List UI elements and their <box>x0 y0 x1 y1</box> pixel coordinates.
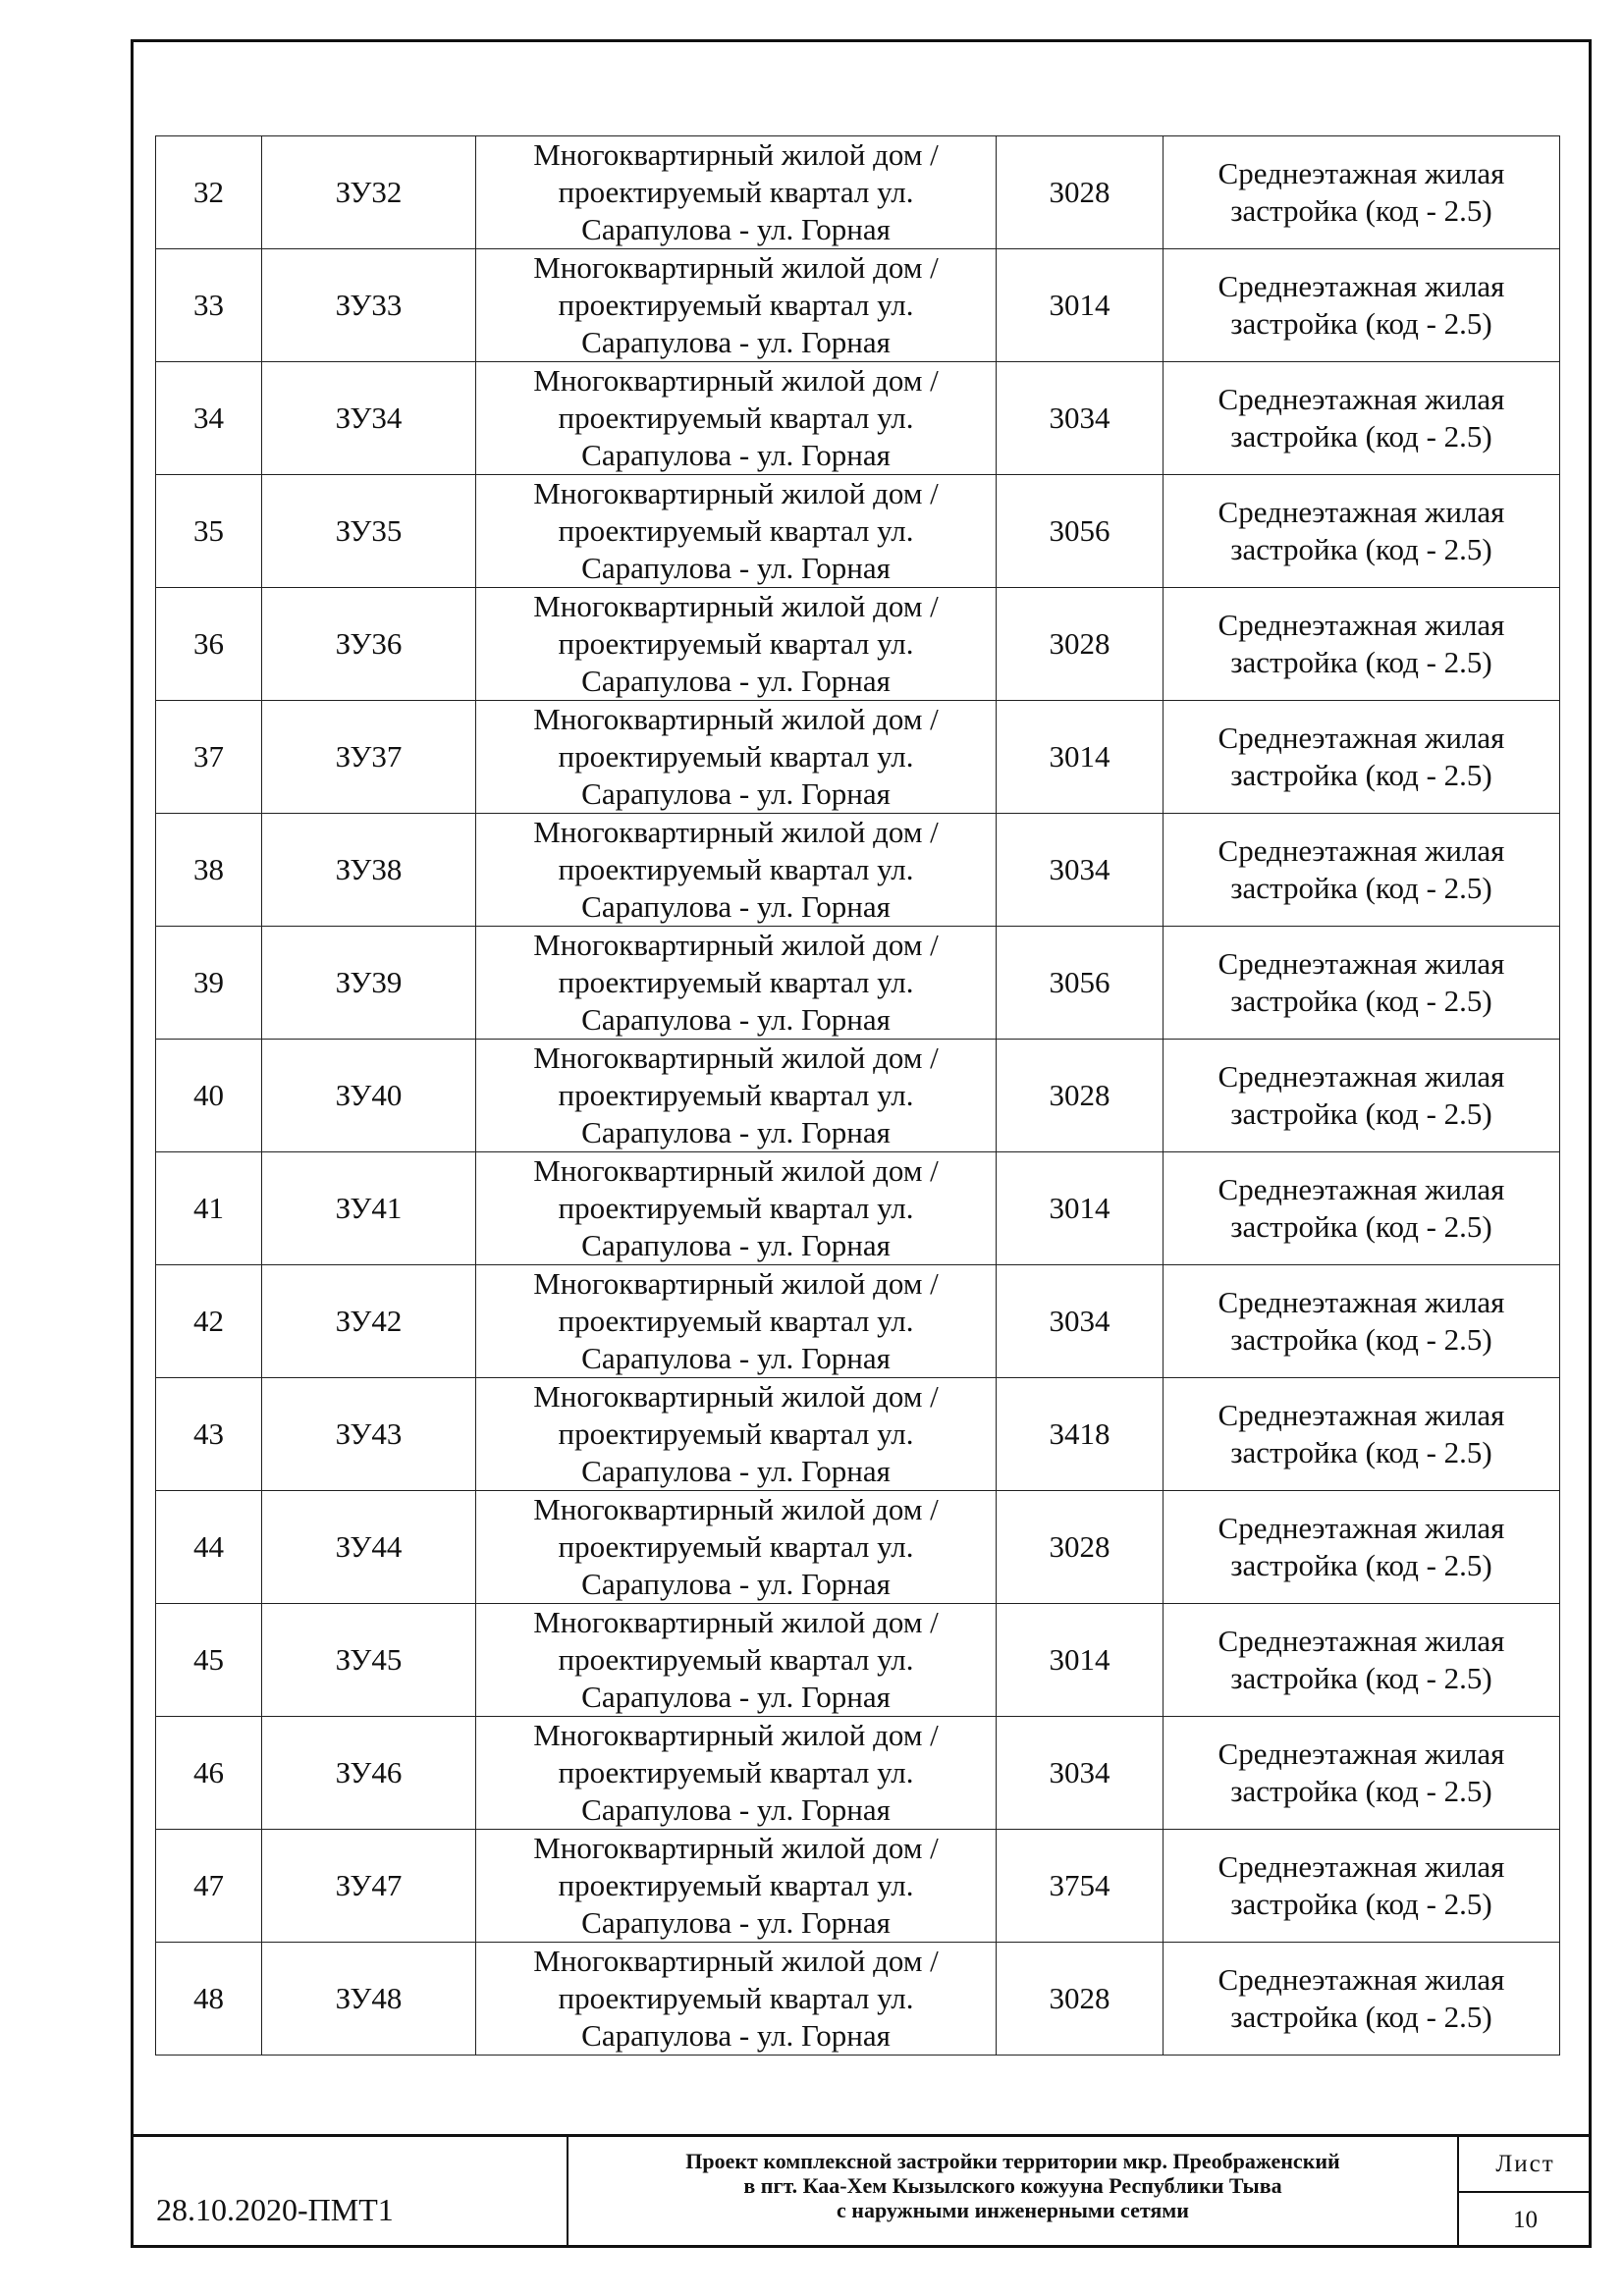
permitted-use-cell <box>1164 1830 1560 1943</box>
plot-description-line: Многоквартирный жилой дом / <box>533 137 939 172</box>
plot-description-line: проектируемый квартал ул. <box>558 1868 914 1902</box>
plot-description-line: Сарапулова - ул. Горная <box>581 1115 891 1149</box>
title-block <box>131 2134 1592 2248</box>
plot-description-line: Сарапулова - ул. Горная <box>581 1905 891 1940</box>
permitted-use-line: застройка (код - 2.5) <box>1230 532 1492 566</box>
permitted-use-cell <box>1164 1378 1560 1491</box>
table-row <box>156 1491 1560 1604</box>
plot-description-cell <box>476 814 997 927</box>
plot-description-line: Сарапулова - ул. Горная <box>581 2018 891 2053</box>
plot-description-line: проектируемый квартал ул. <box>558 288 914 322</box>
permitted-use-line: Среднеэтажная жилая <box>1218 495 1505 529</box>
plot-description-cell <box>476 136 997 249</box>
plot-description-cell <box>476 927 997 1040</box>
plot-description-line: Многоквартирный жилой дом / <box>533 1831 939 1865</box>
permitted-use-line: Среднеэтажная жилая <box>1218 1172 1505 1206</box>
plot-area-cell: 3028 <box>997 136 1164 249</box>
plot-id-cell: ЗУ34 <box>262 362 476 475</box>
land-plots-table-body <box>156 136 1560 2056</box>
plot-description-line: проектируемый квартал ул. <box>558 1191 914 1225</box>
permitted-use-line: Среднеэтажная жилая <box>1218 946 1505 981</box>
table-row <box>156 814 1560 927</box>
permitted-use-line: Среднеэтажная жилая <box>1218 833 1505 868</box>
permitted-use-cell <box>1164 1604 1560 1717</box>
project-title-line: в пгт. Каа-Хем Кызылского кожууна Республики Тыва <box>743 2173 1282 2198</box>
permitted-use-line: застройка (код - 2.5) <box>1230 758 1492 792</box>
plot-description-line: Сарапулова - ул. Горная <box>581 664 891 698</box>
plot-description-line: Сарапулова - ул. Горная <box>581 1567 891 1601</box>
plot-area-cell: 3028 <box>997 1943 1164 2056</box>
plot-id-cell: ЗУ35 <box>262 475 476 588</box>
permitted-use-line: застройка (код - 2.5) <box>1230 306 1492 341</box>
sheet-number: 10 <box>1513 2207 1538 2233</box>
row-number-cell: 46 <box>156 1717 262 1830</box>
plot-description-line: проектируемый квартал ул. <box>558 739 914 774</box>
permitted-use-line: застройка (код - 2.5) <box>1230 871 1492 905</box>
plot-description-line: проектируемый квартал ул. <box>558 1642 914 1677</box>
row-number-cell: 40 <box>156 1040 262 1152</box>
row-number-cell: 35 <box>156 475 262 588</box>
row-number-cell: 38 <box>156 814 262 927</box>
permitted-use-line: Среднеэтажная жилая <box>1218 1059 1505 1094</box>
plot-description-cell <box>476 1830 997 1943</box>
permitted-use-line: Среднеэтажная жилая <box>1218 1511 1505 1545</box>
row-number-cell: 42 <box>156 1265 262 1378</box>
plot-description-line: проектируемый квартал ул. <box>558 1981 914 2015</box>
plot-area-cell: 3034 <box>997 362 1164 475</box>
plot-description-line: проектируемый квартал ул. <box>558 175 914 209</box>
plot-area-cell: 3028 <box>997 1040 1164 1152</box>
plot-description-cell <box>476 1491 997 1604</box>
plot-area-cell: 3056 <box>997 475 1164 588</box>
project-title-line: Проект комплексной застройки территории мкр. Преображенский <box>685 2149 1340 2173</box>
plot-description-line: проектируемый квартал ул. <box>558 1078 914 1112</box>
row-number-cell: 33 <box>156 249 262 362</box>
table-row <box>156 1265 1560 1378</box>
plot-area-cell: 3418 <box>997 1378 1164 1491</box>
plot-description-cell <box>476 1604 997 1717</box>
plot-description-cell <box>476 588 997 701</box>
plot-description-line: Сарапулова - ул. Горная <box>581 212 891 246</box>
row-number-cell: 32 <box>156 136 262 249</box>
table-row <box>156 362 1560 475</box>
plot-description-cell <box>476 249 997 362</box>
row-number-cell: 34 <box>156 362 262 475</box>
table-row <box>156 1717 1560 1830</box>
plot-description-line: Многоквартирный жилой дом / <box>533 815 939 849</box>
plot-area-cell: 3034 <box>997 814 1164 927</box>
permitted-use-cell <box>1164 701 1560 814</box>
plot-description-line: проектируемый квартал ул. <box>558 852 914 886</box>
plot-description-line: Многоквартирный жилой дом / <box>533 589 939 623</box>
sheet-box <box>1459 2137 1592 2248</box>
plot-description-line: Сарапулова - ул. Горная <box>581 1680 891 1714</box>
plot-description-line: Многоквартирный жилой дом / <box>533 1944 939 1978</box>
permitted-use-line: Среднеэтажная жилая <box>1218 269 1505 303</box>
plot-id-cell: ЗУ46 <box>262 1717 476 1830</box>
row-number-cell: 45 <box>156 1604 262 1717</box>
permitted-use-line: Среднеэтажная жилая <box>1218 1962 1505 1997</box>
plot-description-line: Многоквартирный жилой дом / <box>533 1492 939 1526</box>
plot-description-line: Многоквартирный жилой дом / <box>533 928 939 962</box>
plot-description-cell <box>476 362 997 475</box>
row-number-cell: 47 <box>156 1830 262 1943</box>
plot-id-cell: ЗУ36 <box>262 588 476 701</box>
plot-description-line: Сарапулова - ул. Горная <box>581 776 891 811</box>
plot-description-line: Сарапулова - ул. Горная <box>581 1792 891 1827</box>
plot-description-line: Сарапулова - ул. Горная <box>581 438 891 472</box>
table-row <box>156 249 1560 362</box>
permitted-use-line: застройка (код - 2.5) <box>1230 2000 1492 2034</box>
plot-description-line: Многоквартирный жилой дом / <box>533 1605 939 1639</box>
permitted-use-cell <box>1164 1717 1560 1830</box>
plot-description-line: Многоквартирный жилой дом / <box>533 1266 939 1301</box>
plot-description-cell <box>476 1265 997 1378</box>
plot-description-cell <box>476 1152 997 1265</box>
plot-description-line: Многоквартирный жилой дом / <box>533 363 939 398</box>
permitted-use-line: застройка (код - 2.5) <box>1230 1209 1492 1244</box>
row-number-cell: 36 <box>156 588 262 701</box>
permitted-use-line: застройка (код - 2.5) <box>1230 193 1492 228</box>
permitted-use-line: застройка (код - 2.5) <box>1230 1548 1492 1582</box>
plot-description-line: Сарапулова - ул. Горная <box>581 1002 891 1037</box>
plot-area-cell: 3028 <box>997 1491 1164 1604</box>
permitted-use-line: застройка (код - 2.5) <box>1230 419 1492 454</box>
plot-description-cell <box>476 701 997 814</box>
plot-description-line: Сарапулова - ул. Горная <box>581 1454 891 1488</box>
plot-id-cell: ЗУ42 <box>262 1265 476 1378</box>
plot-id-cell: ЗУ38 <box>262 814 476 927</box>
land-plots-table <box>155 135 1560 2056</box>
plot-area-cell: 3014 <box>997 249 1164 362</box>
plot-description-line: Многоквартирный жилой дом / <box>533 476 939 510</box>
permitted-use-cell <box>1164 927 1560 1040</box>
project-title <box>567 2137 1459 2248</box>
permitted-use-line: Среднеэтажная жилая <box>1218 1285 1505 1319</box>
table-row <box>156 1378 1560 1491</box>
plot-description-line: Сарапулова - ул. Горная <box>581 1341 891 1375</box>
plot-description-line: проектируемый квартал ул. <box>558 965 914 999</box>
plot-id-cell: ЗУ41 <box>262 1152 476 1265</box>
table-row <box>156 588 1560 701</box>
permitted-use-cell <box>1164 249 1560 362</box>
plot-description-line: Многоквартирный жилой дом / <box>533 1718 939 1752</box>
plot-area-cell: 3056 <box>997 927 1164 1040</box>
plot-description-line: проектируемый квартал ул. <box>558 1416 914 1451</box>
plot-id-cell: ЗУ47 <box>262 1830 476 1943</box>
plot-id-cell: ЗУ32 <box>262 136 476 249</box>
plot-description-line: проектируемый квартал ул. <box>558 400 914 435</box>
permitted-use-line: застройка (код - 2.5) <box>1230 1322 1492 1357</box>
table-row <box>156 927 1560 1040</box>
permitted-use-cell <box>1164 1040 1560 1152</box>
permitted-use-line: застройка (код - 2.5) <box>1230 1096 1492 1131</box>
table-row <box>156 475 1560 588</box>
row-number-cell: 41 <box>156 1152 262 1265</box>
plot-description-line: проектируемый квартал ул. <box>558 1755 914 1789</box>
plot-id-cell: ЗУ37 <box>262 701 476 814</box>
plot-description-line: Сарапулова - ул. Горная <box>581 325 891 359</box>
table-row <box>156 701 1560 814</box>
plot-description-line: Многоквартирный жилой дом / <box>533 702 939 736</box>
sheet-label: Лист <box>1459 2137 1592 2193</box>
plot-id-cell: ЗУ48 <box>262 1943 476 2056</box>
plot-description-cell <box>476 1943 997 2056</box>
table-row <box>156 1152 1560 1265</box>
plot-description-line: Многоквартирный жилой дом / <box>533 250 939 285</box>
plot-area-cell: 3014 <box>997 1152 1164 1265</box>
plot-area-cell: 3034 <box>997 1717 1164 1830</box>
table-row <box>156 1830 1560 1943</box>
permitted-use-line: Среднеэтажная жилая <box>1218 1624 1505 1658</box>
row-number-cell: 43 <box>156 1378 262 1491</box>
permitted-use-cell <box>1164 362 1560 475</box>
plot-area-cell: 3034 <box>997 1265 1164 1378</box>
permitted-use-line: Среднеэтажная жилая <box>1218 1849 1505 1884</box>
plot-description-cell <box>476 1040 997 1152</box>
permitted-use-line: Среднеэтажная жилая <box>1218 382 1505 416</box>
table-row <box>156 1604 1560 1717</box>
permitted-use-line: Среднеэтажная жилая <box>1218 156 1505 190</box>
permitted-use-line: Среднеэтажная жилая <box>1218 721 1505 755</box>
plot-area-cell: 3014 <box>997 1604 1164 1717</box>
plot-description-cell <box>476 1717 997 1830</box>
table-row <box>156 1040 1560 1152</box>
plot-id-cell: ЗУ43 <box>262 1378 476 1491</box>
plot-description-line: Многоквартирный жилой дом / <box>533 1153 939 1188</box>
row-number-cell: 44 <box>156 1491 262 1604</box>
permitted-use-line: застройка (код - 2.5) <box>1230 1661 1492 1695</box>
plot-description-line: проектируемый квартал ул. <box>558 1529 914 1564</box>
permitted-use-line: Среднеэтажная жилая <box>1218 608 1505 642</box>
permitted-use-line: застройка (код - 2.5) <box>1230 645 1492 679</box>
plot-description-line: Сарапулова - ул. Горная <box>581 889 891 924</box>
permitted-use-line: застройка (код - 2.5) <box>1230 1435 1492 1469</box>
plot-id-cell: ЗУ40 <box>262 1040 476 1152</box>
permitted-use-line: застройка (код - 2.5) <box>1230 1774 1492 1808</box>
plot-description-line: Многоквартирный жилой дом / <box>533 1041 939 1075</box>
permitted-use-line: Среднеэтажная жилая <box>1218 1736 1505 1771</box>
plot-id-cell: ЗУ45 <box>262 1604 476 1717</box>
plot-description-line: Многоквартирный жилой дом / <box>533 1379 939 1414</box>
plot-id-cell: ЗУ44 <box>262 1491 476 1604</box>
plot-description-line: Сарапулова - ул. Горная <box>581 1228 891 1262</box>
permitted-use-cell <box>1164 814 1560 927</box>
document-code: 28.10.2020-ПМТ1 <box>156 2192 394 2227</box>
row-number-cell: 39 <box>156 927 262 1040</box>
permitted-use-cell <box>1164 1943 1560 2056</box>
permitted-use-cell <box>1164 1491 1560 1604</box>
plot-area-cell: 3028 <box>997 588 1164 701</box>
row-number-cell: 37 <box>156 701 262 814</box>
row-number-cell: 48 <box>156 1943 262 2056</box>
plot-id-cell: ЗУ33 <box>262 249 476 362</box>
permitted-use-cell <box>1164 1265 1560 1378</box>
plot-id-cell: ЗУ39 <box>262 927 476 1040</box>
plot-description-line: проектируемый квартал ул. <box>558 513 914 548</box>
permitted-use-cell <box>1164 1152 1560 1265</box>
plot-description-cell <box>476 1378 997 1491</box>
permitted-use-line: застройка (код - 2.5) <box>1230 984 1492 1018</box>
table-row <box>156 1943 1560 2056</box>
table-row <box>156 136 1560 249</box>
project-title-line: с наружными инженерными сетями <box>837 2198 1189 2222</box>
plot-description-line: проектируемый квартал ул. <box>558 626 914 661</box>
permitted-use-line: Среднеэтажная жилая <box>1218 1398 1505 1432</box>
plot-description-line: проектируемый квартал ул. <box>558 1304 914 1338</box>
plot-description-cell <box>476 475 997 588</box>
permitted-use-line: застройка (код - 2.5) <box>1230 1887 1492 1921</box>
permitted-use-cell <box>1164 136 1560 249</box>
permitted-use-cell <box>1164 588 1560 701</box>
plot-description-line: Сарапулова - ул. Горная <box>581 551 891 585</box>
plot-area-cell: 3014 <box>997 701 1164 814</box>
plot-area-cell: 3754 <box>997 1830 1164 1943</box>
permitted-use-cell <box>1164 475 1560 588</box>
